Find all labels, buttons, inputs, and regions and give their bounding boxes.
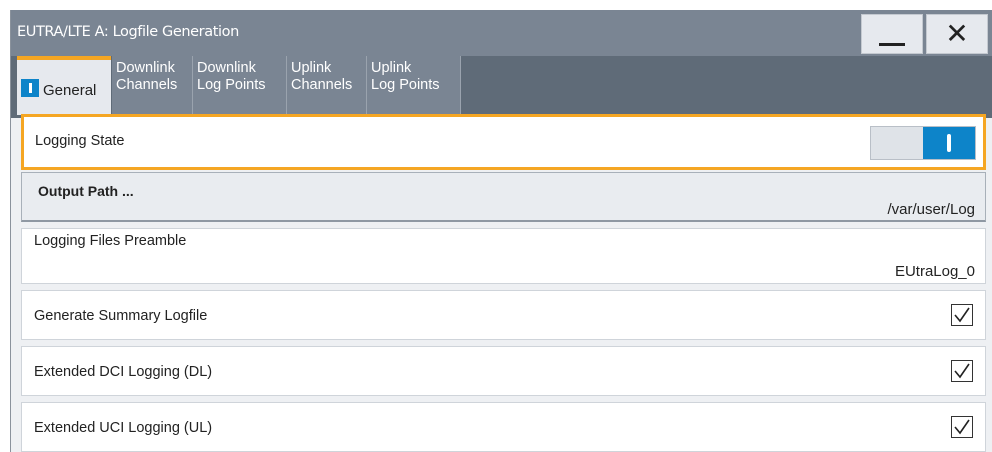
tab-bar <box>11 56 992 118</box>
checkmark-icon <box>953 418 971 436</box>
close-icon: ✕ <box>945 17 969 50</box>
preamble-value: EUtraLog_0 <box>894 263 975 280</box>
tab-label-line1: Uplink <box>371 60 412 76</box>
extended-uci-label: Extended UCI Logging (UL) <box>34 420 213 436</box>
tab-label-line1: Downlink <box>116 60 175 76</box>
tab-label-line2: Channels <box>116 77 178 93</box>
logging-state-toggle[interactable] <box>870 126 976 160</box>
checkmark-icon <box>953 306 971 324</box>
toggle-on-icon <box>923 127 975 159</box>
tab-general[interactable] <box>17 56 111 115</box>
preamble-label: Logging Files Preamble <box>34 233 187 249</box>
output-path-button[interactable] <box>21 172 986 222</box>
close-button[interactable] <box>926 14 988 54</box>
summary-logfile-checkbox[interactable] <box>951 304 973 326</box>
extended-dci-checkbox[interactable] <box>951 360 973 382</box>
minimize-icon <box>879 43 905 46</box>
tab-downlink-channels[interactable] <box>112 56 193 114</box>
extended-dci-row <box>21 346 986 396</box>
tab-uplink-channels[interactable] <box>287 56 367 114</box>
extended-dci-label: Extended DCI Logging (DL) <box>34 364 213 380</box>
active-indicator-icon <box>21 79 39 97</box>
tab-label-line1: Downlink <box>197 60 256 76</box>
minimize-button[interactable] <box>861 14 923 54</box>
title-bar[interactable] <box>11 10 992 56</box>
tab-label-line2: Log Points <box>197 77 266 93</box>
preamble-field[interactable] <box>21 228 986 284</box>
logging-state-row[interactable] <box>21 114 986 170</box>
tab-label: General <box>43 82 97 99</box>
logging-state-label: Logging State <box>35 133 125 149</box>
tab-label-line2: Log Points <box>371 77 440 93</box>
extended-uci-checkbox[interactable] <box>951 416 973 438</box>
tab-downlink-log-points[interactable] <box>193 56 287 114</box>
tab-uplink-log-points[interactable] <box>367 56 461 114</box>
checkmark-icon <box>953 362 971 380</box>
extended-uci-row <box>21 402 986 452</box>
window-title: EUTRA/LTE A: Logfile Generation <box>17 24 239 40</box>
summary-logfile-label: Generate Summary Logfile <box>34 308 208 324</box>
output-path-label: Output Path ... <box>38 183 134 199</box>
tab-label-line2: Channels <box>291 77 353 93</box>
logfile-generation-dialog <box>10 10 992 452</box>
output-path-value: /var/user/Log <box>887 201 975 218</box>
summary-logfile-row <box>21 290 986 340</box>
tab-label-line1: Uplink <box>291 60 332 76</box>
